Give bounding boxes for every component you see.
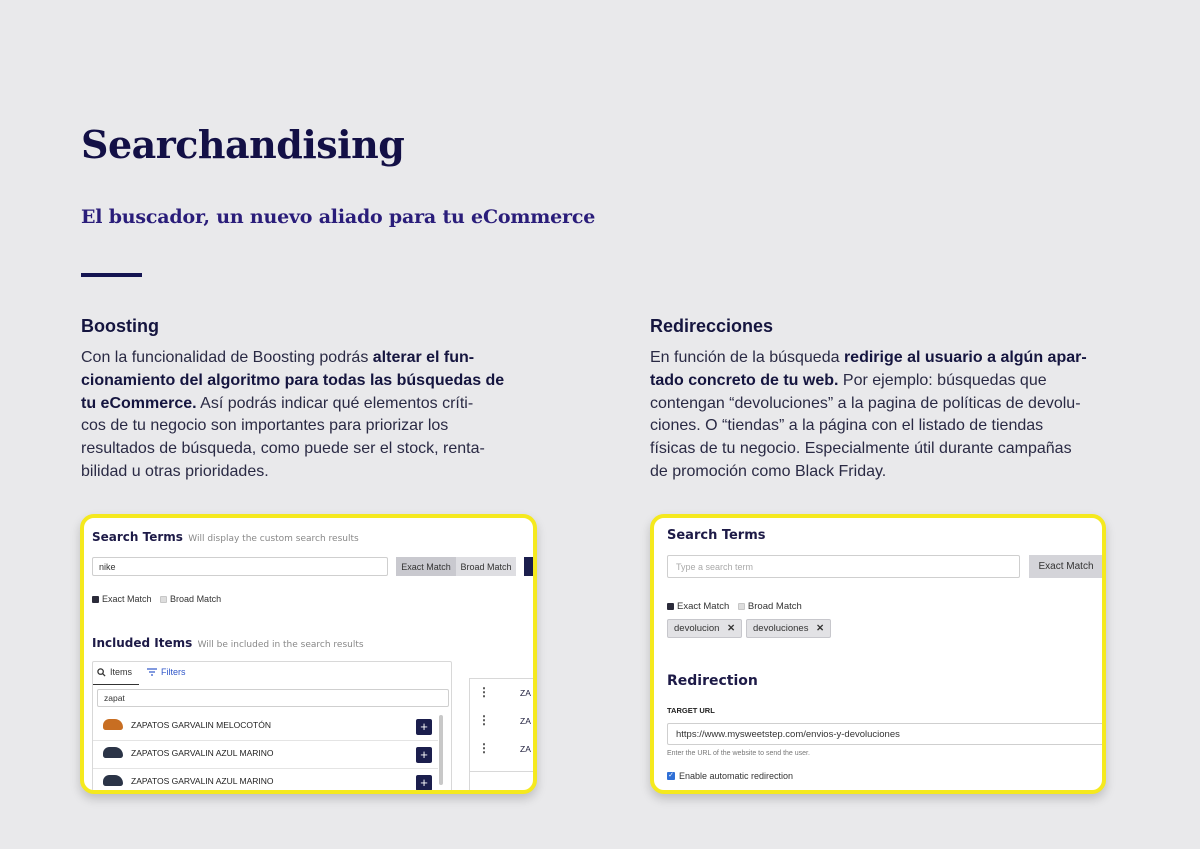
target-url-label: TARGET URL <box>667 706 715 715</box>
auto-redirect-label: Enable automatic redirection <box>679 771 794 781</box>
exact-match-label: Exact Match <box>677 601 730 612</box>
drag-handle-icon[interactable]: ⋮ <box>478 685 490 699</box>
product-thumbnail <box>103 719 123 730</box>
auto-redirect-checkbox[interactable]: ✓ <box>668 772 674 779</box>
term-chip[interactable]: devoluciones ✕ <box>746 619 831 638</box>
redirecciones-description: En función de la búsqueda redirige al usuario a algún apar- tado concreto de tu web. Por ejemplo: búsquedas que contengan “devoluciones” a la pagina de políticas de devolu- ciones. O “tiendas” a la página con el listado de tiendas físicas de tu negocio. Especialmente útil durante campañas de promoción como Black Friday. <box>650 349 1087 480</box>
title-divider <box>81 273 142 277</box>
list-item[interactable]: ZAPATOS GARVALIN MELOCOTÓN <box>103 719 271 730</box>
search-terms-title: Search Terms <box>92 530 183 544</box>
add-item-button[interactable]: + <box>416 775 432 791</box>
exact-match-label: Exact Match <box>102 594 152 604</box>
exact-match-checkbox[interactable] <box>667 603 674 610</box>
boosting-description: Con la funcionalidad de Boosting podrás alterar el fun- cionamiento del algoritmo para todas las búsquedas de tu eCommerce. Así podrás indicar qué elementos críti- cos de tu negocio son importantes para priorizar los resultados de búsqueda, como puede ser el stock, renta- bilidad u otras prioridades. <box>81 349 505 480</box>
search-terms-hint: Will display the custom search results <box>188 534 359 544</box>
page-subtitle: El buscador, un nuevo aliado para tu eCommerce <box>81 206 596 228</box>
search-icon <box>97 668 106 677</box>
included-items-title: Included Items <box>92 636 193 650</box>
drag-handle-icon[interactable]: ⋮ <box>478 713 490 727</box>
boosting-title: Boosting <box>81 316 159 336</box>
product-thumbnail <box>103 775 123 786</box>
filter-icon <box>147 668 157 676</box>
included-list: ⋮ ZA ⋮ ZA ⋮ ZA <box>469 678 537 794</box>
tab-filters[interactable]: Filters <box>147 667 186 677</box>
items-panel <box>92 661 452 793</box>
tab-items[interactable]: Items <box>97 667 132 677</box>
search-term-input[interactable]: Type a search term <box>667 555 1020 578</box>
exact-match-checkbox[interactable] <box>92 596 99 603</box>
add-item-button[interactable]: + <box>416 747 432 763</box>
broad-match-checkbox[interactable] <box>160 596 167 603</box>
broad-match-button[interactable]: Broad Match <box>456 557 516 576</box>
exact-match-button[interactable]: Exact Match <box>1029 555 1103 578</box>
drag-handle-icon[interactable]: ⋮ <box>478 741 490 755</box>
exact-match-button[interactable]: Exact Match <box>396 557 456 576</box>
items-filter-input[interactable]: zapat <box>97 689 449 707</box>
list-scrollbar[interactable] <box>439 715 443 785</box>
redirecciones-title: Redirecciones <box>650 316 774 336</box>
redirection-title: Redirection <box>667 673 758 689</box>
target-url-help: Enter the URL of the website to send the user. <box>667 750 810 757</box>
remove-chip-icon[interactable]: ✕ <box>816 623 825 634</box>
list-item[interactable]: ZAPATOS GARVALIN AZUL MARINO <box>103 747 274 758</box>
broad-match-label: Broad Match <box>747 601 802 612</box>
boosting-screenshot <box>80 514 537 794</box>
term-chip[interactable]: devolucion ✕ <box>667 619 742 638</box>
product-thumbnail <box>103 747 123 758</box>
broad-match-checkbox[interactable] <box>738 603 745 610</box>
add-term-button[interactable] <box>524 557 534 576</box>
list-item[interactable]: ZAPATOS GARVALIN AZUL MARINO <box>103 775 274 786</box>
target-url-input[interactable]: https://www.mysweetstep.com/envios-y-devoluciones <box>667 723 1106 745</box>
product-list <box>93 713 453 794</box>
remove-chip-icon[interactable]: ✕ <box>727 623 736 634</box>
search-term-input[interactable]: nike <box>92 557 388 576</box>
redirection-screenshot <box>650 514 1106 794</box>
included-items-hint: Will be included in the search results <box>197 640 364 650</box>
page-title: Searchandising <box>81 122 405 167</box>
add-item-button[interactable]: + <box>416 719 432 735</box>
broad-match-label: Broad Match <box>170 594 222 604</box>
search-terms-title: Search Terms <box>667 528 766 543</box>
